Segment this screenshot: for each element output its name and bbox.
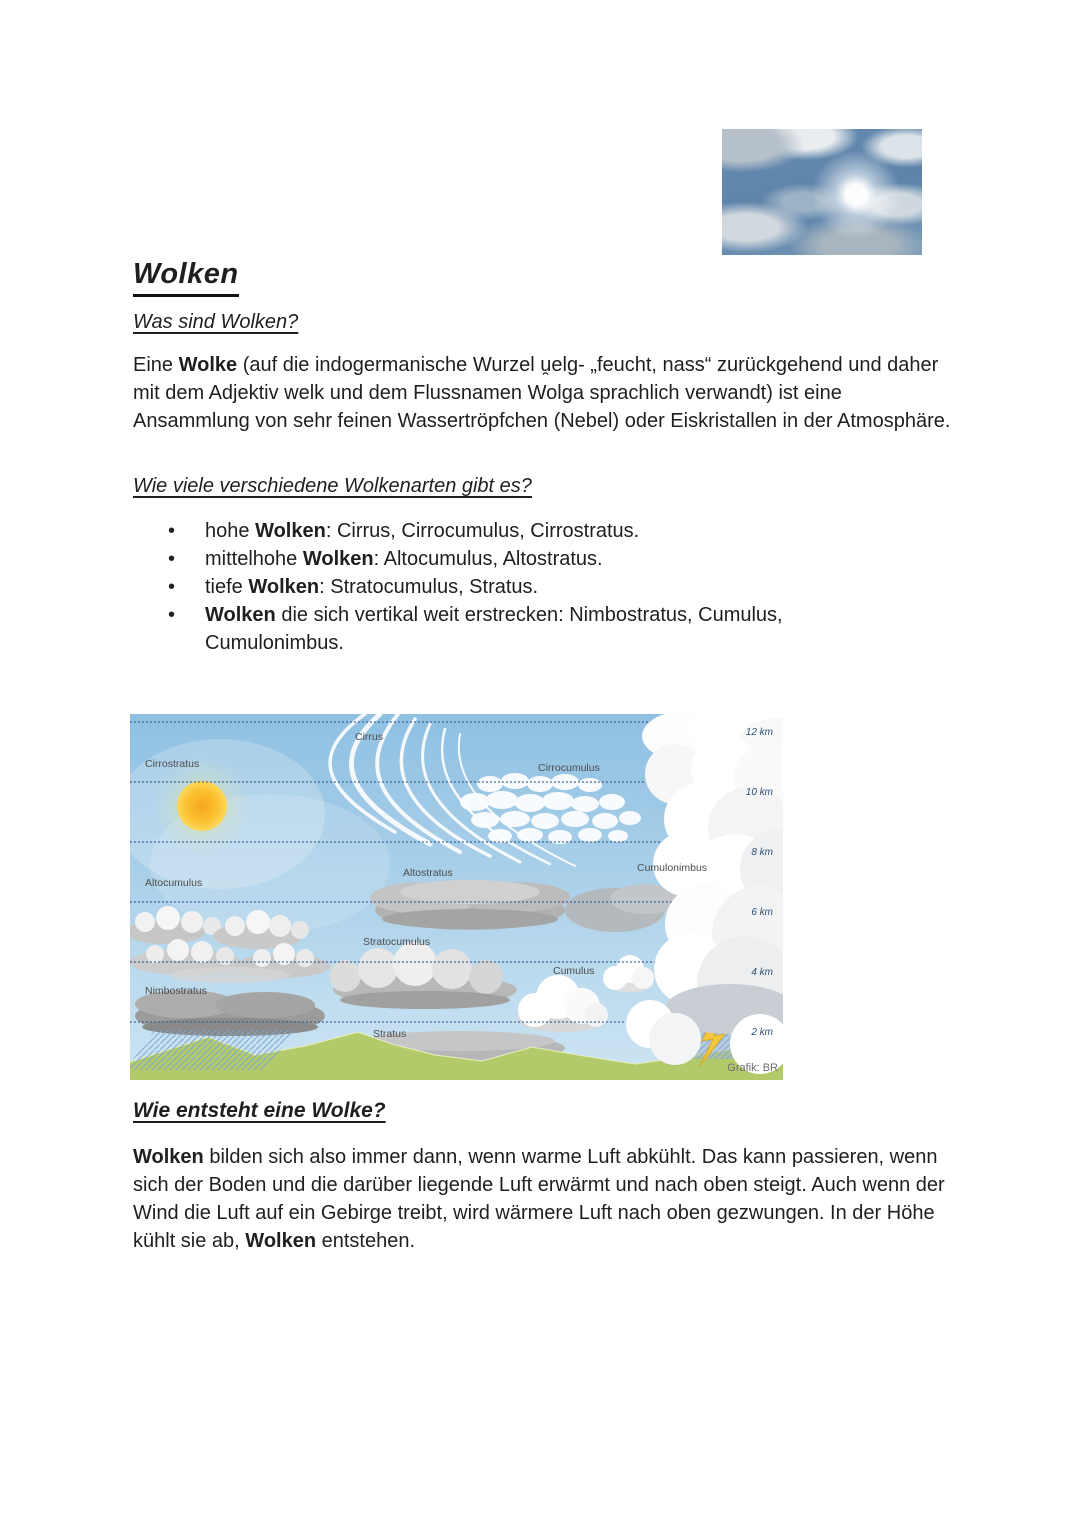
subheading-wolkenarten: Wie viele verschiedene Wolkenarten gibt es? bbox=[133, 475, 532, 497]
list-item bbox=[133, 601, 793, 657]
list-item-text: hohe Wolken: Cirrus, Cirrocumulus, Cirrostratus. bbox=[205, 520, 640, 542]
list-item bbox=[133, 545, 793, 573]
altitude-label: 10 km bbox=[745, 787, 773, 798]
diagram-credit: Grafik: BR bbox=[727, 1062, 778, 1074]
cloud-label-nimbostratus: Nimbostratus bbox=[145, 985, 207, 997]
cloud-types-list bbox=[133, 517, 793, 657]
list-item-text: mittelhohe Wolken: Altocumulus, Altostratus. bbox=[205, 548, 603, 570]
paragraph-entstehung: Wolken bilden sich also immer dann, wenn warme Luft abkühlt. Das kann passieren, wenn sich der Boden und die darüber liegende Luft erwärmt und nach oben steigt. Auch wenn der Wind die Luft auf ein Gebirge treibt, wird wärmere Luft nach oben gezwungen. In der Höhe kühlt sie ab, Wolken entstehen. bbox=[133, 1146, 945, 1252]
cloud-label-stratocumulus: Stratocumulus bbox=[363, 936, 431, 948]
cloud-label-cumulonimbus: Cumulonimbus bbox=[637, 862, 708, 874]
subheading-entstehung: Wie entsteht eine Wolke? bbox=[133, 1099, 386, 1122]
cloud-label-cumulus: Cumulus bbox=[553, 965, 595, 977]
altitude-label: 6 km bbox=[751, 907, 773, 918]
altitude-label: 12 km bbox=[745, 727, 773, 738]
altostratus-cloud bbox=[370, 880, 680, 932]
cloud-label-stratus: Stratus bbox=[373, 1028, 407, 1040]
paragraph-definition: Eine Wolke (auf die indogermanische Wurzel u̯elg- „feucht, nass“ zurückgehend und daher mit dem Adjektiv welk und dem Flussnamen Wolga sprachlich verwandt) ist eine Ansammlung von sehr feinen Wassertröpfchen (Nebel) oder Eiskristallen in der Atmosphäre. bbox=[133, 354, 951, 432]
cloud-label-cirrocumulus: Cirrocumulus bbox=[538, 762, 600, 774]
altitude-label: 2 km bbox=[751, 1027, 773, 1038]
cloud-label-cirrus: Cirrus bbox=[355, 731, 383, 743]
altitude-label: 8 km bbox=[751, 847, 773, 858]
subheading-was-sind-wolken: Was sind Wolken? bbox=[133, 311, 299, 333]
page-title: Wolken bbox=[133, 258, 239, 297]
cloud-label-cirrostratus: Cirrostratus bbox=[145, 758, 200, 770]
list-item-text: tiefe Wolken: Stratocumulus, Stratus. bbox=[205, 576, 539, 598]
altitude-label: 4 km bbox=[751, 967, 773, 978]
cloud-label-altocumulus: Altocumulus bbox=[145, 877, 203, 889]
cloud-label-altostratus: Altostratus bbox=[403, 867, 453, 879]
list-item bbox=[133, 573, 793, 601]
list-item bbox=[133, 517, 793, 545]
sky-clouds-photo bbox=[722, 129, 922, 255]
cloud-altitude-diagram bbox=[130, 714, 783, 1080]
list-item-text: Wolken die sich vertikal weit erstrecken: Nimbostratus, Cumulus, Cumulonimbus. bbox=[205, 604, 783, 654]
